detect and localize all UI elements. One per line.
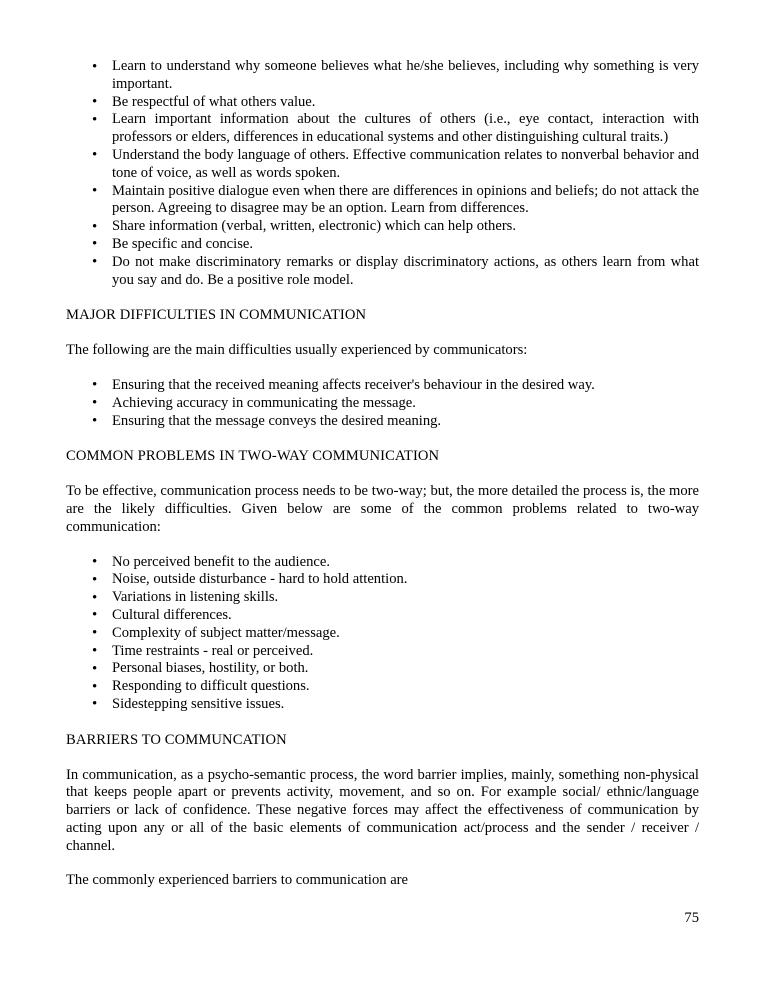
list-item: • No perceived benefit to the audience.: [66, 554, 699, 572]
paragraph-two-way-effective: To be effective, communication process needs to be two-way; but, the more detailed the process is, the more are the likely difficulties. Given below are some of the common problems related to two-way communication:: [66, 483, 699, 535]
heading-barriers: BARRIERS TO COMMUNCATION: [66, 731, 287, 748]
paragraph-commonly-experienced-barriers: The commonly experienced barriers to communication are: [66, 872, 409, 889]
list-item: • Cultural differences.: [66, 607, 699, 625]
list-item: • Sidestepping sensitive issues.: [66, 696, 699, 714]
list-item: • Ensuring that the message conveys the desired meaning.: [66, 413, 699, 431]
list-item: • Maintain positive dialogue even when there are differences in opinions and beliefs; do not attack the person. Agreeing to disagree may be an option. Learn from differences.: [66, 183, 699, 219]
spacer: [66, 537, 699, 554]
list-item: • Responding to difficult questions.: [66, 678, 699, 696]
list-item: • Ensuring that the received meaning affects receiver's behaviour in the desired way.: [66, 377, 699, 395]
spacer: [66, 750, 699, 767]
list-item: • Learn to understand why someone believes what he/she believes, including why something is very important.: [66, 58, 699, 94]
heading-common-problems: COMMON PROBLEMS IN TWO-WAY COMMUNICATION: [66, 448, 440, 465]
list-item: • Noise, outside disturbance - hard to hold attention.: [66, 571, 699, 589]
page-number: 75: [684, 910, 699, 927]
page-content: [66, 58, 699, 890]
list-item: • Do not make discriminatory remarks or display discriminatory actions, as others learn from what you say and do. Be a positive role model.: [66, 254, 699, 290]
list-item: • Understand the body language of others. Effective communication relates to nonverbal behavior and tone of voice, as well as words spoken.: [66, 147, 699, 183]
spacer: [66, 714, 699, 732]
spacer: [66, 855, 699, 872]
list-item: • Learn important information about the cultures of others (i.e., eye contact, interaction with professors or elders, differences in educational systems and other distinguishing cultural traits.): [66, 111, 699, 147]
communication-tips-list: [66, 58, 699, 289]
list-item: • Personal biases, hostility, or both.: [66, 660, 699, 678]
list-item: • Share information (verbal, written, electronic) which can help others.: [66, 218, 699, 236]
list-item: • Time restraints - real or perceived.: [66, 643, 699, 661]
list-item: • Be respectful of what others value.: [66, 94, 699, 112]
list-item: • Variations in listening skills.: [66, 589, 699, 607]
list-item: • Achieving accuracy in communicating the message.: [66, 395, 699, 413]
paragraph-barrier-definition: In communication, as a psycho-semantic process, the word barrier implies, mainly, something non-physical that keeps people apart or prevents activity, movement, and so on. For example social/ ethnic/language barriers or lack of confidence. These negative forces may affect the effectiveness of communication by acting upon any or all of the basic elements of communication act/process and the sender / receiver / channel.: [66, 766, 699, 854]
spacer: [66, 466, 699, 483]
list-item: • Complexity of subject matter/message.: [66, 625, 699, 643]
list-item: • Be specific and concise.: [66, 236, 699, 254]
spacer: [66, 289, 699, 307]
spacer: [66, 325, 699, 342]
heading-major-difficulties: MAJOR DIFFICULTIES IN COMMUNICATION: [66, 307, 367, 324]
common-problems-list: [66, 554, 699, 714]
major-difficulties-list: [66, 377, 699, 430]
spacer: [66, 360, 699, 377]
spacer: [66, 430, 699, 448]
paragraph-main-difficulties: The following are the main difficulties usually experienced by communicators:: [66, 342, 528, 359]
